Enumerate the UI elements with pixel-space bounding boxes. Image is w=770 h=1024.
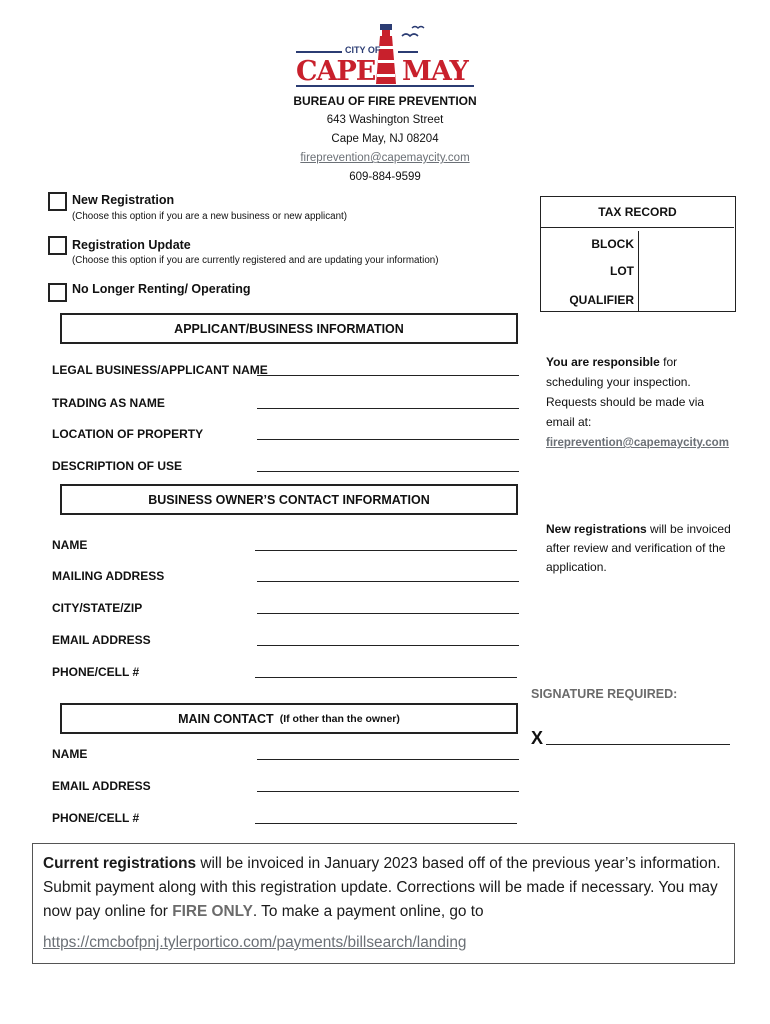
inspection-note xyxy=(546,352,736,432)
header-email-link[interactable]: fireprevention@capemaycity.com xyxy=(300,152,470,164)
trading-name-label: TRADING AS NAME xyxy=(52,396,165,410)
legal-name-label: LEGAL BUSINESS/APPLICANT NAME xyxy=(52,363,268,377)
header-email-row xyxy=(0,152,770,164)
new-registration-note-side xyxy=(546,520,736,577)
new-reg-bold: New registrations xyxy=(546,522,647,536)
tax-lot-label: LOT xyxy=(541,258,639,285)
tax-qualifier-field[interactable] xyxy=(641,285,734,311)
footer-paragraph xyxy=(43,852,724,924)
contact-name-field[interactable] xyxy=(257,759,519,760)
main-contact-subtitle: (If other than the owner) xyxy=(279,712,400,725)
tax-record-table xyxy=(540,196,736,312)
owner-mailing-field[interactable] xyxy=(257,581,519,582)
new-reg-text: will be invoiced after review and verification of the application. xyxy=(546,522,731,574)
header-phone: 609-884-9599 xyxy=(349,171,421,183)
new-registration-label: New Registration xyxy=(72,193,175,207)
tax-lot-field[interactable] xyxy=(641,258,734,285)
tax-block-label: BLOCK xyxy=(541,231,639,258)
tax-qualifier-label: QUALIFIER xyxy=(541,285,639,311)
owner-name-field[interactable] xyxy=(255,550,517,551)
new-registration-note: (Choose this option if you are a new business or new applicant) xyxy=(72,211,348,222)
inspection-email-row xyxy=(546,437,729,449)
owner-phone-field[interactable] xyxy=(255,677,517,678)
contact-phone-label: PHONE/CELL # xyxy=(52,811,140,825)
tax-record-title: TAX RECORD xyxy=(541,197,734,228)
registration-update-checkbox[interactable] xyxy=(48,236,67,255)
use-description-label: DESCRIPTION OF USE xyxy=(52,459,183,473)
contact-email-label: EMAIL ADDRESS xyxy=(52,779,151,793)
logo-city-of: CITY OF xyxy=(345,45,381,55)
header-street: 643 Washington Street xyxy=(326,114,444,126)
inspection-note-text: for scheduling your inspection. Requests should be made via email at: xyxy=(546,355,705,429)
signature-field[interactable] xyxy=(546,744,730,745)
bureau-title: BUREAU OF FIRE PREVENTION xyxy=(293,94,477,108)
inspection-email-link[interactable]: fireprevention@capemaycity.com xyxy=(546,437,729,449)
use-description-field[interactable] xyxy=(257,471,519,472)
owner-section-title: BUSINESS OWNER’S CONTACT INFORMATION xyxy=(148,492,430,507)
city-logo xyxy=(290,20,480,92)
main-contact-title: MAIN CONTACT xyxy=(178,711,274,726)
owner-citystatezip-label: CITY/STATE/ZIP xyxy=(52,601,143,615)
logo-name-right: MAY xyxy=(402,56,468,87)
owner-section-header xyxy=(60,484,518,515)
owner-email-label: EMAIL ADDRESS xyxy=(52,633,151,647)
contact-phone-field[interactable] xyxy=(255,823,517,824)
trading-name-field[interactable] xyxy=(257,408,519,409)
header-city: Cape May, NJ 08204 xyxy=(331,133,439,145)
owner-phone-label: PHONE/CELL # xyxy=(52,665,140,679)
no-longer-renting-label: No Longer Renting/ Operating xyxy=(72,282,251,296)
tax-block-field[interactable] xyxy=(641,231,734,258)
property-location-field[interactable] xyxy=(257,439,519,440)
inspection-note-bold: You are responsible xyxy=(546,355,660,369)
signature-mark: X xyxy=(531,728,544,748)
applicant-section-header xyxy=(60,313,518,344)
owner-email-field[interactable] xyxy=(257,645,519,646)
main-contact-section-header xyxy=(60,703,518,734)
owner-citystatezip-field[interactable] xyxy=(257,613,519,614)
new-registration-checkbox[interactable] xyxy=(48,192,67,211)
legal-name-field[interactable] xyxy=(257,375,519,376)
footer-fire-only: FIRE ONLY xyxy=(172,903,253,920)
registration-update-note: (Choose this option if you are currently registered and are updating your information) xyxy=(72,255,439,266)
payment-url-link[interactable]: https://cmcbofpnj.tylerportico.com/payments/billsearch/landing xyxy=(43,934,467,951)
footer-text-2: . To make a payment online, go to xyxy=(252,903,484,920)
footer-bold-lead: Current registrations xyxy=(43,855,197,872)
logo-name-left: CAPE xyxy=(296,56,376,87)
owner-mailing-label: MAILING ADDRESS xyxy=(52,569,165,583)
footer-notice xyxy=(32,843,735,964)
footer-text-1: will be invoiced in January 2023 based off of the previous year’s information. Submit payment along with this registration update. Corrections will be made if necessary. You may now pay online for xyxy=(43,855,721,920)
contact-email-field[interactable] xyxy=(257,791,519,792)
applicant-section-title: APPLICANT/BUSINESS INFORMATION xyxy=(174,321,404,336)
no-longer-renting-checkbox[interactable] xyxy=(48,283,67,302)
footer-url-row xyxy=(43,934,724,952)
property-location-label: LOCATION OF PROPERTY xyxy=(52,427,204,441)
contact-name-label: NAME xyxy=(52,747,88,761)
signature-label: SIGNATURE REQUIRED: xyxy=(531,687,678,701)
owner-name-label: NAME xyxy=(52,538,88,552)
registration-update-label: Registration Update xyxy=(72,238,191,252)
